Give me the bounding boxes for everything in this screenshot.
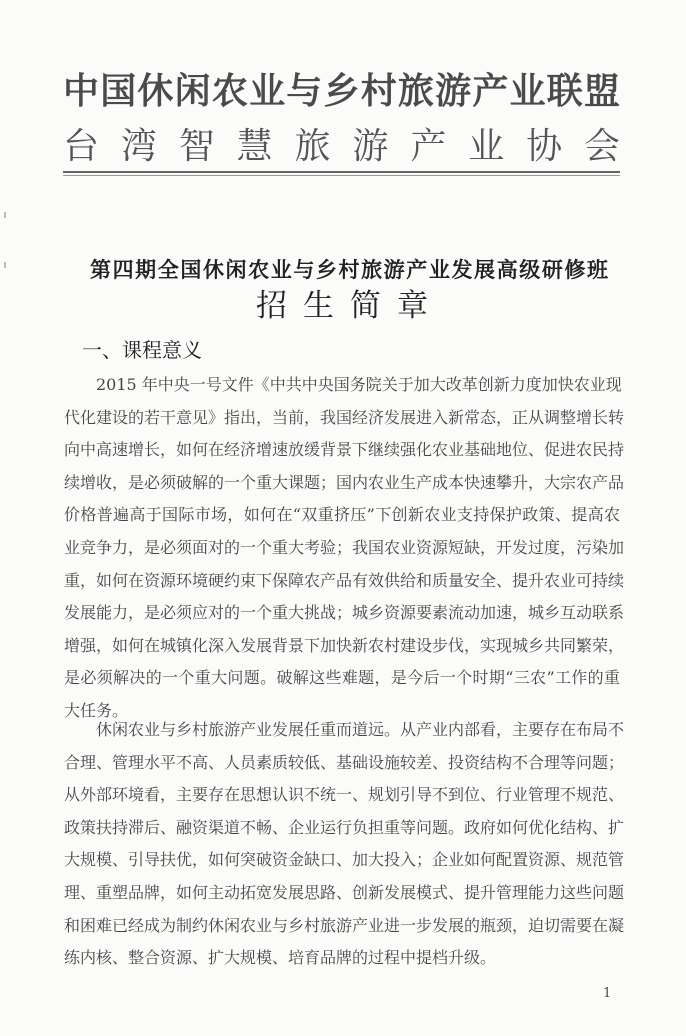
text-line: 大任务。 <box>64 700 129 720</box>
text-line: 是必须解决的一个重大问题。破解这些难题，是今后一个时期“三农”工作的重 <box>64 668 620 688</box>
text-line: 练内核、整合资源、扩大规模、培育品牌的过程中提档升级。 <box>64 948 497 968</box>
text-line: 2015 年中央一号文件《中共中央国务院关于加大改革创新力度加快农业现 <box>64 375 622 394</box>
header-divider <box>63 171 620 173</box>
org-title-1: 中国休闲农业与乡村旅游产业联盟 <box>63 71 620 112</box>
text-line: 价格普遍高于国际市场，如何在“双重挤压”下创新农业支持保护政策、提高农 <box>64 505 620 525</box>
text-line: 重，如何在资源环境硬约束下保障农产品有效供给和质量安全、提升农业可持续 <box>64 570 625 590</box>
text-line: 代化建设的若干意见》指出，当前，我国经济发展进入新常态，正从调整增长转 <box>64 407 625 427</box>
text-line: 从外部环境看，主要存在思想认识不统一、规划引导不到位、行业管理不规范、 <box>64 785 625 805</box>
paragraph-2 <box>64 714 625 975</box>
document-title: 招生简章 <box>256 288 428 324</box>
text-line: 增强，如何在城镇化深入发展背景下加快新农村建设步伐，实现城乡共同繁荣， <box>64 635 625 655</box>
scan-mark <box>4 262 6 268</box>
org-title-2: 台湾智慧旅游产业协会 <box>63 126 620 167</box>
header-divider-thin <box>63 175 620 176</box>
text-line: 理、重塑品牌，如何主动拓宽发展思路、创新发展模式、提升管理能力这些问题 <box>64 882 625 902</box>
text-line: 大规模、引导扶优，如何突破资金缺口、加大投入；企业如何配置资源、规范管 <box>64 850 625 870</box>
text-line: 向中高速增长，如何在经济增速放缓背景下继续强化农业基础地位、促进农民持 <box>64 440 625 460</box>
text-line: 合理、管理水平不高、人员素质较低、基础设施较差、投资结构不合理等问题； <box>64 752 625 772</box>
paragraph-1 <box>64 369 625 728</box>
page-number: 1 <box>603 986 612 1001</box>
course-title: 第四期全国休闲农业与乡村旅游产业发展高级研修班 <box>90 258 608 282</box>
text-line: 续增收，是必须破解的一个重大课题；国内农业生产成本快速攀升，大宗农产品 <box>64 472 625 492</box>
text-line: 发展能力，是必须应对的一个重大挑战；城乡资源要素流动加速，城乡互动联系 <box>64 603 625 623</box>
text-line: 政策扶持滞后、融资渠道不畅、企业运行负担重等问题。政府如何优化结构、扩 <box>64 817 625 837</box>
text-line: 业竞争力，是必须面对的一个重大考验；我国农业资源短缺，开发过度，污染加 <box>64 537 625 557</box>
text-line: 休闲农业与乡村旅游产业发展任重而道远。从产业内部看，主要存在布局不 <box>64 720 625 739</box>
section-heading: 一、课程意义 <box>82 338 202 362</box>
text-line: 和困难已经成为制约休闲农业与乡村旅游产业进一步发展的瓶颈，迫切需要在凝 <box>64 915 625 935</box>
scan-mark <box>4 212 6 218</box>
